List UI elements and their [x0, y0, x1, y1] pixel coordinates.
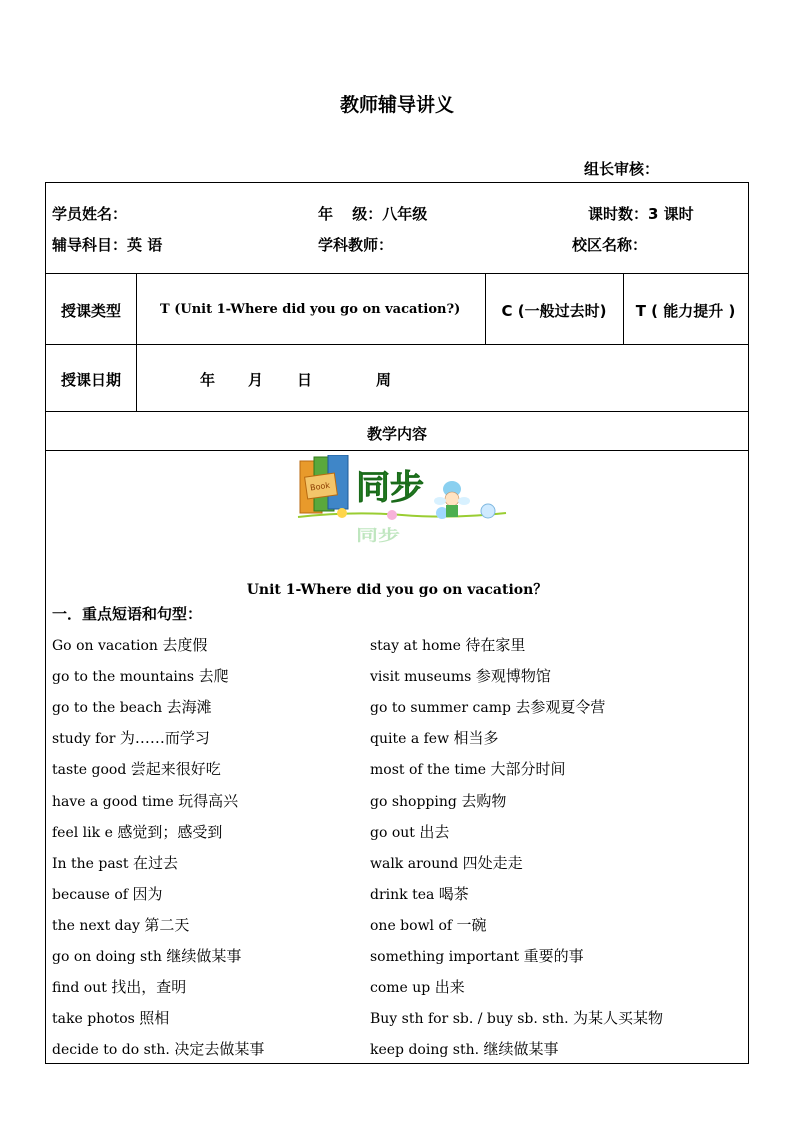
- unit-title: Unit 1-Where did you go on vacation？: [246, 582, 548, 598]
- phrase-english: go to the beach: [52, 700, 167, 717]
- phrase-english: Go on vacation: [52, 638, 163, 654]
- phrase-chinese: 第二天: [144, 915, 190, 934]
- phrase-chinese: 找出，查明: [111, 978, 187, 997]
- phrase-chinese: 去参观夏令营: [515, 698, 606, 717]
- phrase-right: [370, 852, 523, 873]
- phrase-chinese: 尝起来很好吃: [130, 760, 221, 779]
- student-name-label: 学员姓名：: [52, 205, 128, 223]
- phrase-english: go to the mountains: [52, 669, 199, 686]
- phrase-english: feel lik e: [52, 824, 118, 841]
- content-header: 教学内容: [366, 425, 427, 443]
- phrase-english: most of the time: [370, 762, 491, 779]
- phrase-right: [370, 1007, 663, 1028]
- phrase-chinese: 玩得高兴: [178, 791, 239, 810]
- lesson-type-label: 授课类型: [60, 302, 121, 320]
- logo-text: 同步: [356, 468, 424, 508]
- phrase-left: [52, 758, 221, 779]
- rule: [136, 273, 137, 411]
- phrase-right: [370, 821, 449, 842]
- phrase-chinese: 重要的事: [523, 947, 584, 965]
- phrase-chinese: 四处走走: [462, 853, 523, 872]
- rule: [46, 273, 748, 274]
- phrase-chinese: 出去: [419, 822, 450, 841]
- phrase-english: keep doing sth.: [370, 1042, 484, 1059]
- phrase-left: [52, 790, 238, 811]
- phrase-english: decide to do sth.: [52, 1042, 175, 1059]
- phrase-right: [370, 727, 499, 748]
- phrase-chinese: 去购物: [461, 791, 507, 810]
- reviewer-label: 组长审核：: [584, 160, 660, 178]
- phrase-right: [370, 665, 551, 686]
- phrase-chinese: 喝茶: [438, 884, 469, 903]
- phrase-right: [370, 1038, 559, 1059]
- phrase-right: [370, 976, 465, 997]
- phrase-chinese: 参观博物馆: [475, 667, 551, 686]
- phrase-chinese: 在过去: [132, 853, 178, 872]
- sync-logo: [292, 455, 512, 551]
- phrase-right: [370, 790, 506, 811]
- phrase-left: [52, 976, 186, 997]
- phrase-left: [52, 696, 212, 717]
- phrase-chinese: 出来: [434, 978, 465, 997]
- grade-value: 八年级: [382, 205, 428, 223]
- phrase-english: find out: [52, 980, 112, 997]
- phrase-english: drink tea: [370, 886, 439, 903]
- phrase-english: quite a few: [370, 731, 454, 748]
- phrase-chinese: 去海滩: [166, 698, 212, 717]
- phrase-chinese: 因为: [132, 884, 163, 903]
- phrase-chinese: 一碗: [456, 915, 487, 934]
- phrase-english: go out: [370, 824, 420, 841]
- phrase-right: [370, 914, 487, 935]
- phrase-chinese: 去爬: [198, 667, 229, 686]
- phrase-english: visit museums: [370, 669, 476, 686]
- phrase-chinese: 决定去做某事: [174, 1040, 265, 1059]
- phrase-english: the next day: [52, 917, 145, 934]
- phrase-left: [52, 727, 210, 748]
- phrase-english: go shopping: [370, 793, 462, 810]
- phrase-left: [52, 852, 178, 873]
- phrase-left: [52, 634, 207, 655]
- rule: [46, 411, 748, 412]
- phrase-right: [370, 634, 525, 655]
- phrase-english: walk around: [370, 855, 463, 872]
- phrase-right: [370, 758, 566, 779]
- phrase-english: come up: [370, 980, 435, 997]
- lesson-type-grammar: C (一般过去时): [501, 302, 607, 320]
- phrase-english: have a good time: [52, 793, 179, 810]
- phrase-left: [52, 1007, 169, 1028]
- phrase-chinese: 为某人买某物: [573, 1009, 664, 1028]
- phrase-chinese: 为……而学习: [119, 729, 210, 748]
- phrase-chinese: 感觉到；感受到: [117, 822, 223, 841]
- phrase-left: [52, 914, 189, 935]
- phrase-english: taste good: [52, 762, 131, 779]
- phrase-english: something important: [370, 949, 524, 965]
- phrase-chinese: 去度假: [162, 636, 208, 654]
- lesson-type-ability: T ( 能力提升 ): [635, 302, 736, 320]
- phrase-english: take photos: [52, 1011, 140, 1028]
- phrase-english: go to summer camp: [370, 700, 516, 717]
- phrase-right: [370, 945, 584, 966]
- rule: [46, 450, 748, 451]
- phrase-chinese: 待在家里: [465, 636, 526, 654]
- phrase-right: [370, 883, 469, 904]
- phrase-chinese: 相当多: [453, 729, 499, 748]
- phrase-left: [52, 665, 229, 686]
- book-label: Book: [309, 480, 331, 493]
- phrase-chinese: 大部分时间: [490, 760, 566, 779]
- rule: [46, 344, 748, 345]
- phrase-english: In the past: [52, 855, 133, 872]
- teacher-label: 学科教师：: [318, 236, 394, 254]
- phrase-chinese: 继续做某事: [483, 1040, 559, 1059]
- phrase-chinese: 继续做某事: [166, 947, 242, 965]
- date-year: 年: [200, 371, 216, 389]
- phrase-english: one bowl of: [370, 917, 457, 934]
- phrase-left: [52, 821, 222, 842]
- phrase-left: [52, 1038, 264, 1059]
- grade-label: 年 级：: [318, 205, 383, 223]
- phrase-english: Buy sth for sb. / buy sb. sth.: [370, 1011, 574, 1028]
- grade-field: [318, 203, 427, 224]
- lesson-form: [45, 182, 749, 1064]
- phrase-english: go on doing sth: [52, 949, 167, 965]
- campus-label: 校区名称：: [572, 236, 648, 254]
- phrase-right: [370, 696, 605, 717]
- hours-label: 课时数：3 课时: [588, 205, 694, 223]
- date-month: 月: [248, 371, 264, 389]
- date-day: 日: [297, 371, 313, 389]
- logo-reflection-text: 同步: [356, 526, 400, 545]
- lesson-type-unit: T (Unit 1-Where did you go on vacation?): [160, 302, 461, 317]
- phrase-english: study for: [52, 731, 120, 748]
- subject-label: 辅导科目：英 语: [52, 236, 163, 254]
- phrase-english: because of: [52, 886, 133, 903]
- phrase-left: [52, 883, 162, 904]
- lesson-date-label: 授课日期: [60, 371, 121, 389]
- phrase-left: [52, 945, 241, 966]
- phrase-english: stay at home: [370, 638, 466, 654]
- phrase-chinese: 照相: [139, 1009, 170, 1028]
- date-week: 周: [376, 371, 392, 389]
- document-title: 教师辅导讲义: [339, 94, 454, 116]
- section-heading: 一．重点短语和句型：: [52, 605, 203, 623]
